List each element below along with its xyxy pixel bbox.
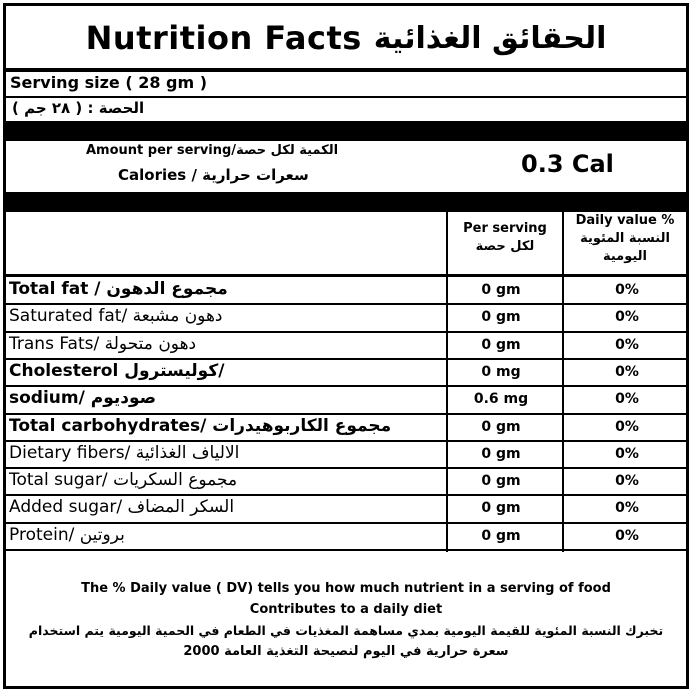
table-row — [6, 414, 686, 441]
divider — [6, 96, 686, 98]
calories-value: 0.3 Cal — [521, 150, 614, 178]
footer-arabic-1: تخبرك النسبة المئوية للقيمة اليومية بمدي مساهمة المغذيات في الطعام في الحمية اليومية يتم استخدام — [28, 623, 664, 638]
daily-value: 0% — [615, 418, 639, 435]
row-divider — [6, 549, 686, 551]
nutrient-name: Total carbohydrates/ مجموع الكاربوهيدرات — [9, 415, 392, 436]
table-row — [6, 468, 686, 495]
footer-english-2: Contributes to a daily diet — [249, 602, 443, 617]
title-arabic: الحقائق الغذائية — [373, 20, 607, 56]
label-title — [6, 8, 686, 68]
per-serving-arabic: لكل حصة — [475, 239, 535, 254]
daily-value: 0% — [615, 336, 639, 353]
daily-value-header — [564, 212, 686, 266]
nutrient-name: Total fat / مجموع الدهون — [9, 279, 228, 299]
amount-per-serving-header: Amount per serving/الكمية لكل حصة — [86, 143, 339, 158]
table-row — [6, 277, 686, 304]
serving-size-arabic: الحصة : ( ٢٨ جم ) — [12, 99, 145, 117]
table-row — [6, 441, 686, 468]
per-serving-value: 0 gm — [481, 309, 521, 326]
table-row — [6, 304, 686, 331]
table-row — [6, 495, 686, 522]
daily-value: 0% — [615, 500, 639, 517]
table-row — [6, 386, 686, 413]
nutrient-name: Total sugar/ مجموع السكريات — [9, 470, 238, 491]
per-serving-english: Per serving — [463, 221, 547, 236]
nutrient-name: Cholesterol كوليسترول/ — [9, 360, 225, 381]
per-serving-value: 0 mg — [481, 363, 521, 380]
per-serving-value: 0 gm — [481, 282, 521, 298]
nutrient-name: Trans Fats/ دهون متحولة — [9, 333, 197, 354]
daily-value: 0% — [615, 473, 639, 490]
per-serving-header — [448, 220, 562, 256]
serving-size-english: Serving size ( 28 gm ) — [10, 73, 208, 92]
per-serving-value: 0.6 mg — [473, 391, 529, 408]
divider — [6, 68, 686, 72]
daily-value: 0% — [615, 445, 639, 462]
thick-divider — [6, 121, 686, 141]
footer-english-1: The % Daily value ( DV) tells you how much nutrient in a serving of food — [81, 581, 611, 596]
per-serving-value: 0 gm — [481, 473, 521, 490]
daily-value: 0% — [615, 391, 639, 408]
nutrient-name: sodium/ صوديوم — [9, 388, 157, 409]
nutrient-name: Dietary fibers/ الالياف الغذائية — [9, 442, 240, 463]
title-english: Nutrition Facts — [85, 19, 362, 57]
table-row — [6, 523, 686, 550]
table-row — [6, 359, 686, 386]
per-serving-value: 0 gm — [481, 500, 521, 517]
daily-value: 0% — [615, 527, 639, 544]
per-serving-value: 0 gm — [481, 527, 521, 544]
calories-label: Calories / سعرات حرارية — [118, 166, 309, 184]
nutrient-name: Added sugar/ السكر المضاف — [9, 497, 235, 518]
daily-value-english: Daily value % — [575, 213, 675, 228]
footer-arabic-2: سعرة حرارية في اليوم لنصيحة التغذية العامة 2000 — [183, 644, 509, 659]
table-row — [6, 332, 686, 359]
thick-divider — [6, 192, 686, 212]
nutrient-name: Saturated fat/ دهون مشبعة — [9, 306, 223, 327]
daily-value: 0% — [615, 282, 639, 298]
nutrient-name: Protein/ بروتين — [9, 524, 125, 545]
nutrition-label — [3, 3, 689, 689]
daily-value: 0% — [615, 363, 639, 380]
per-serving-value: 0 gm — [481, 445, 521, 462]
per-serving-value: 0 gm — [481, 336, 521, 353]
per-serving-value: 0 gm — [481, 418, 521, 435]
daily-value-arabic-2: اليومية — [602, 249, 648, 264]
daily-value: 0% — [615, 309, 639, 326]
daily-value-arabic-1: النسبة المئوية — [580, 231, 670, 246]
